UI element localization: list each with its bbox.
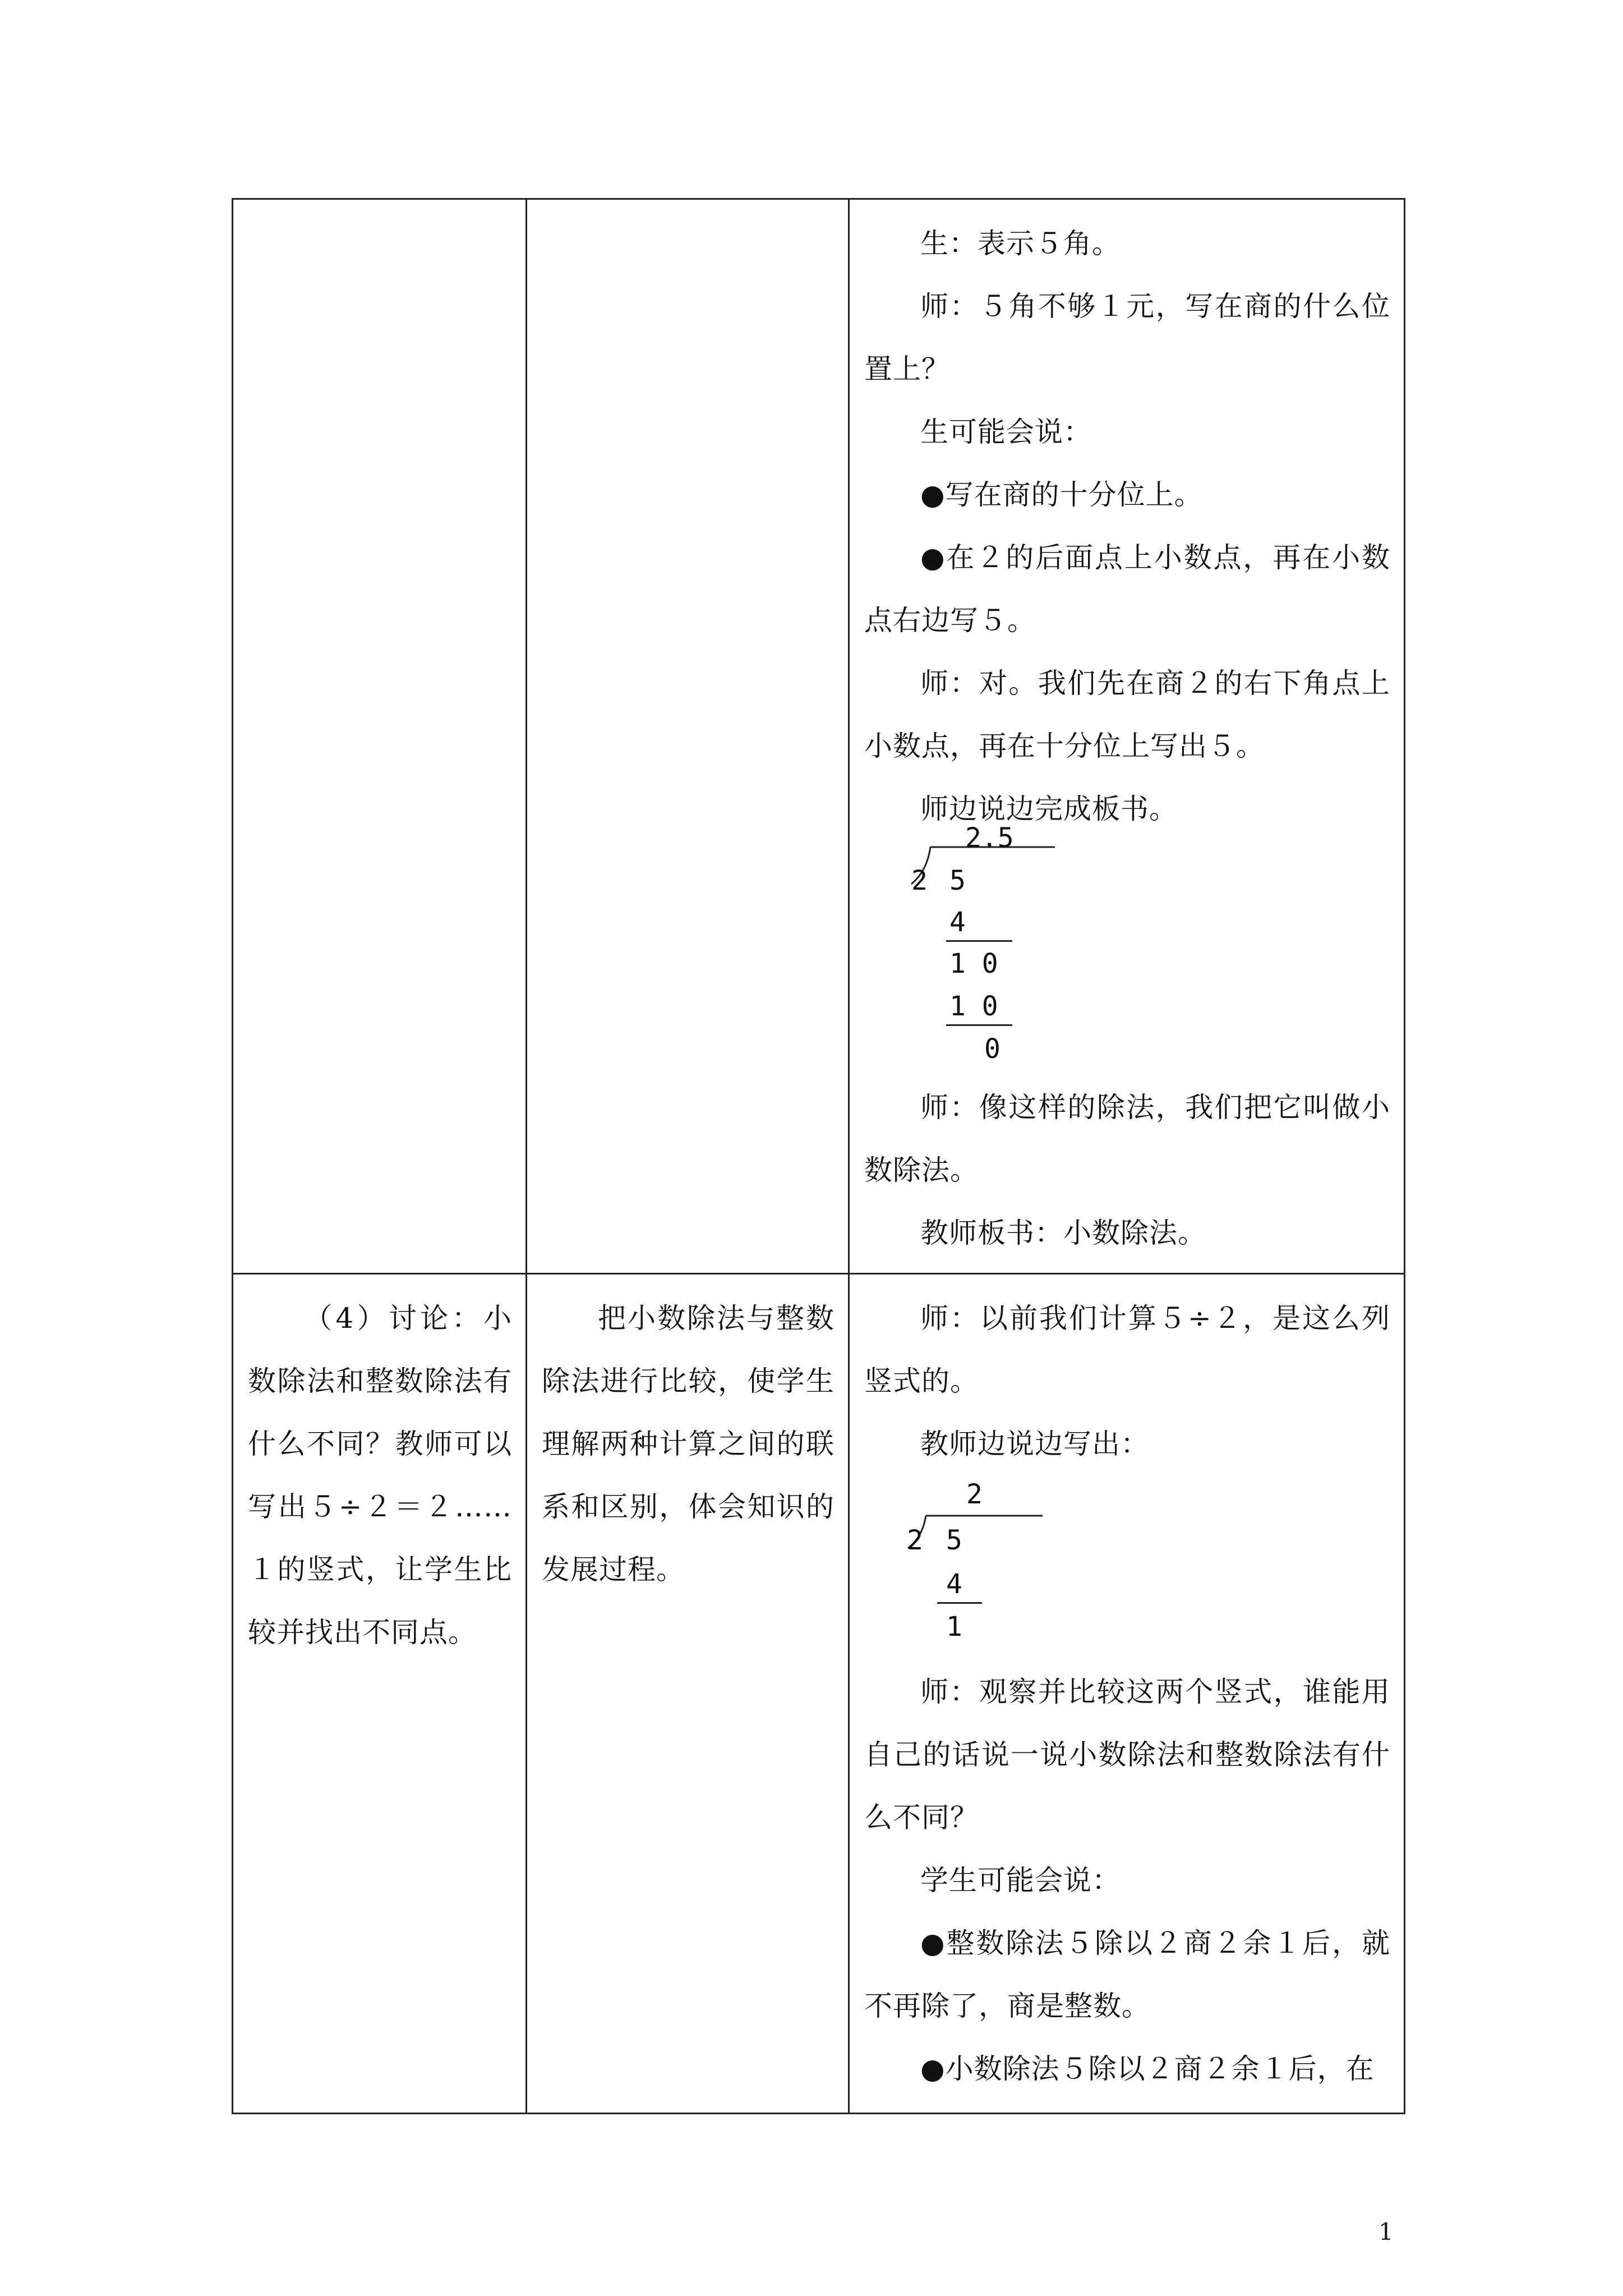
subtraction-line <box>946 1024 1012 1026</box>
dialogue-line: 生可能会说： <box>920 416 1092 448</box>
dividend: 5 <box>946 1525 962 1556</box>
long-division-integer <box>864 1475 1390 1660</box>
row1-intent-cell <box>527 199 849 1274</box>
dialogue-line: ●写在商的十分位上。 <box>920 478 1203 511</box>
dialogue-line: ●小数除法５除以２商２余１后，在 <box>920 2053 1375 2085</box>
step2-remainder: 0 <box>984 1033 1000 1065</box>
lesson-plan-table <box>232 198 1405 2114</box>
subtraction-line <box>937 1602 982 1604</box>
step1-remainder: 1 0 <box>949 948 998 979</box>
dialogue-line: 教师边说边写出： <box>920 1428 1149 1460</box>
row2-activity-cell <box>233 1274 527 2114</box>
dialogue-line: 师边说边完成板书。 <box>920 793 1178 825</box>
dialogue-line: ●在２的后面点上小数点，再在小数点右边写５。 <box>864 541 1390 637</box>
dialogue-line: 师：像这样的除法，我们把它叫做小数除法。 <box>864 1091 1390 1186</box>
subtraction-line <box>946 940 1012 942</box>
dialogue-line: ●整数除法５除以２商２余１后，就不再除了，商是整数。 <box>864 1927 1390 2022</box>
dialogue-line: 学生可能会说： <box>920 1864 1121 1897</box>
dialogue-line: 师：观察并比较这两个竖式，谁能用自己的话说一说小数除法和整数除法有什么不同？ <box>864 1676 1390 1834</box>
dialogue-line: 教师板书：小数除法。 <box>920 1217 1206 1249</box>
row1-process-cell <box>849 199 1405 1274</box>
page-number: 1 <box>1378 2218 1394 2246</box>
dialogue-line: 师：５角不够１元，写在商的什么位置上？ <box>864 290 1390 385</box>
intent-text: 把小数除法与整数除法进行比较，使学生理解两种计算之间的联系和区别，体会知识的发展过程。 <box>542 1302 834 1586</box>
divisor: 2 <box>911 865 928 896</box>
product: 4 <box>946 1568 962 1600</box>
activity-text: （4）讨论：小数除法和整数除法有什么不同？教师可以写出５÷２＝２……１的竖式，让学生比较并找出不同点。 <box>248 1302 512 1649</box>
quotient: 2.5 <box>965 822 1014 854</box>
dialogue-line: 师：对。我们先在商２的右下角点上小数点，再在十分位上写出５。 <box>864 667 1390 762</box>
quotient: 2 <box>966 1479 983 1510</box>
dividend: 5 <box>949 865 966 896</box>
table-row <box>233 1274 1405 2114</box>
dialogue-line: 师：以前我们计算５÷２，是这么列竖式的。 <box>864 1302 1390 1397</box>
remainder: 1 <box>946 1611 962 1642</box>
divisor: 2 <box>907 1525 923 1556</box>
row2-process-cell <box>849 1274 1405 2114</box>
table-row <box>233 199 1405 1274</box>
long-division-decimal <box>864 822 1390 1076</box>
step2-product: 1 0 <box>949 991 998 1022</box>
row2-intent-cell <box>527 1274 849 2114</box>
row1-activity-cell <box>233 199 527 1274</box>
step1-product: 4 <box>949 907 966 938</box>
dialogue-line: 生：表示５角。 <box>920 227 1121 260</box>
